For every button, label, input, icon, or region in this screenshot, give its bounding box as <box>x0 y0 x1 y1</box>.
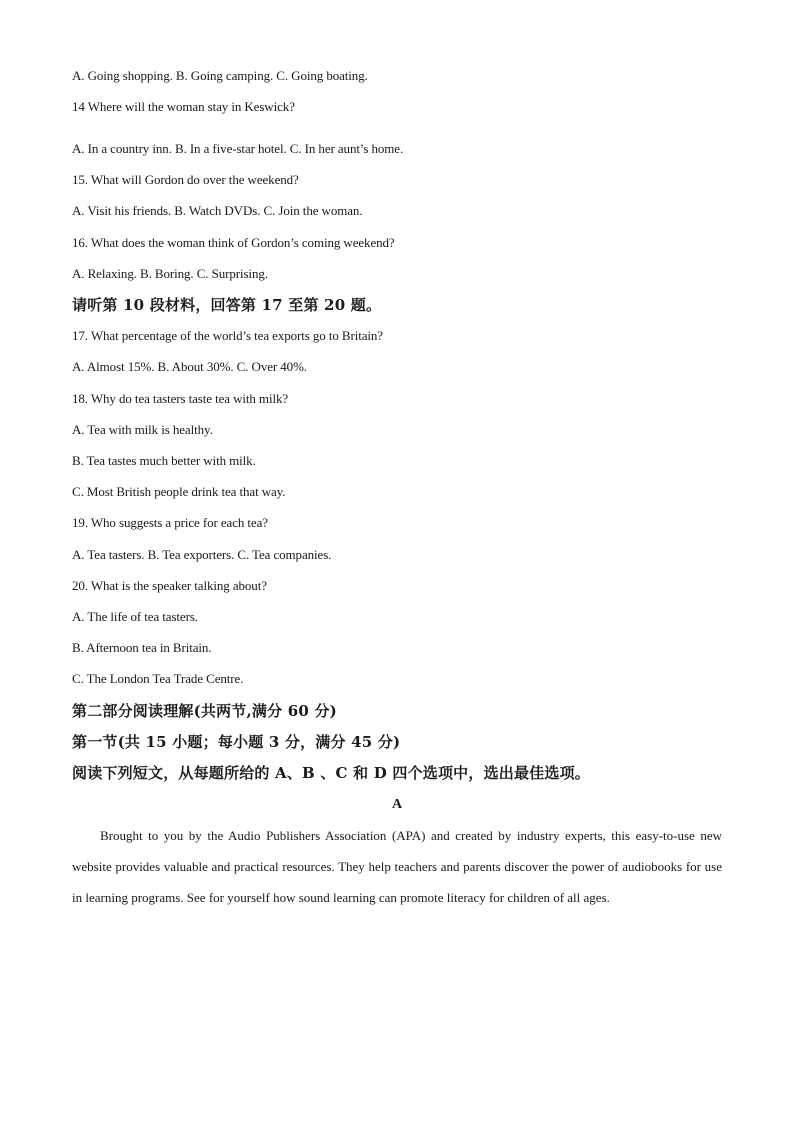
question-16: 16. What does the woman think of Gordon’s coming weekend? <box>72 235 395 250</box>
answer-options-16: A. Relaxing. B. Boring. C. Surprising. <box>72 266 268 281</box>
answer-options-13: A. Going shopping. B. Going camping. C. Going boating. <box>72 68 368 83</box>
question-20: 20. What is the speaker talking about? <box>72 578 267 593</box>
answer-options-14: A. In a country inn. B. In a five-star hotel. C. In her aunt’s home. <box>72 141 404 156</box>
section-1-heading: 第一节(共 15 小题；每小题 3 分，满分 45 分) <box>72 733 401 751</box>
answer-option-20a: A. The life of tea tasters. <box>72 609 198 624</box>
question-19: 19. Who suggests a price for each tea? <box>72 515 268 530</box>
answer-option-20c: C. The London Tea Trade Centre. <box>72 671 244 686</box>
answer-options-17: A. Almost 15%. B. About 30%. C. Over 40%. <box>72 359 307 374</box>
reading-instruction: 阅读下列短文，从每题所给的 A、B 、C 和 D 四个选项中，选出最佳选项。 <box>72 764 590 782</box>
answer-options-15: A. Visit his friends. B. Watch DVDs. C. Join the woman. <box>72 203 363 218</box>
part-2-heading: 第二部分阅读理解(共两节,满分 60 分) <box>72 702 337 720</box>
section-10-heading: 请听第 10 段材料，回答第 17 至第 20 题。 <box>72 296 382 314</box>
answer-option-18c: C. Most British people drink tea that way. <box>72 484 286 499</box>
answer-option-20b: B. Afternoon tea in Britain. <box>72 640 212 655</box>
passage-text: Brought to you by the Audio Publishers Association (APA) and created by industry experts, this easy-to-use new website provides valuable and practical resources. They help teachers and parents discover the power of audiobooks for use in learning programs. See for yourself how sound learning can promote literacy for children of all ages. <box>72 828 722 905</box>
answer-option-18a: A. Tea with milk is healthy. <box>72 422 213 437</box>
passage-title: A <box>391 797 403 812</box>
answer-option-18b: B. Tea tastes much better with milk. <box>72 453 256 468</box>
question-15: 15. What will Gordon do over the weekend? <box>72 172 299 187</box>
question-17: 17. What percentage of the world’s tea exports go to Britain? <box>72 328 383 343</box>
question-18: 18. Why do tea tasters taste tea with milk? <box>72 391 289 406</box>
question-14: 14 Where will the woman stay in Keswick? <box>72 99 295 114</box>
answer-options-19: A. Tea tasters. B. Tea exporters. C. Tea companies. <box>72 547 332 562</box>
